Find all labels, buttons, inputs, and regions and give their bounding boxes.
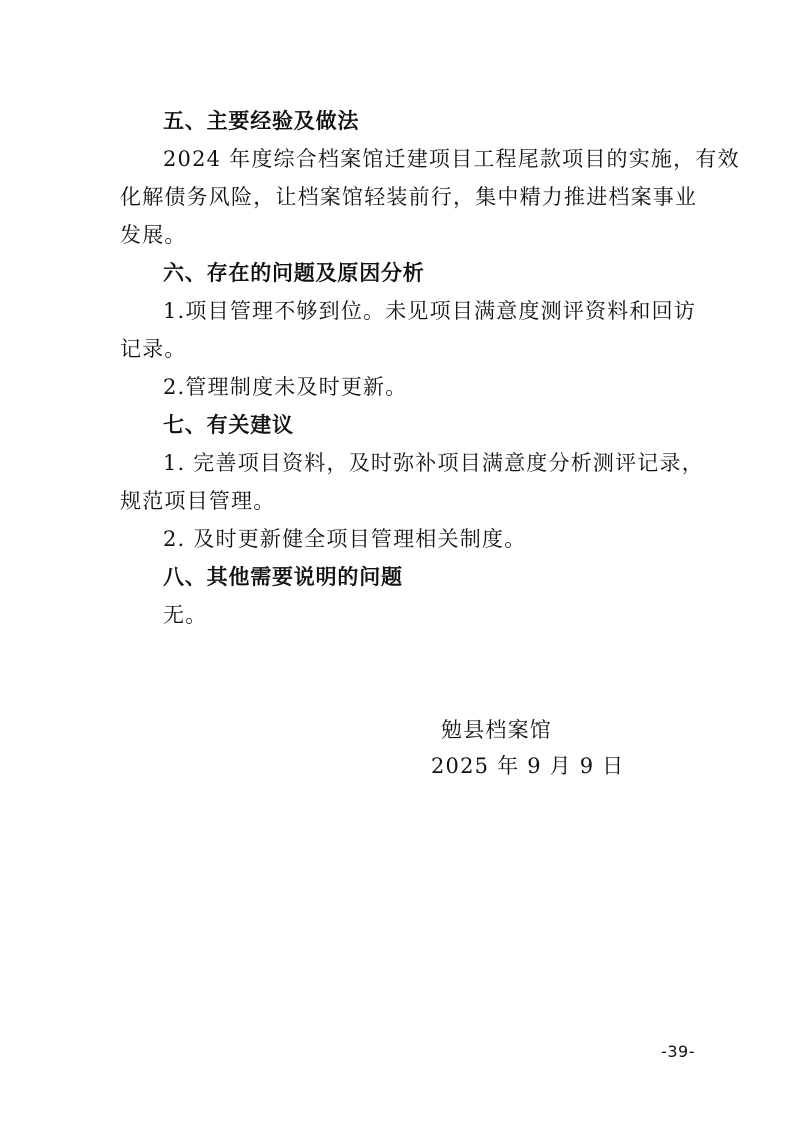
section-heading-8: 八、其他需要说明的问题 bbox=[163, 565, 403, 589]
section-heading-6: 六、存在的问题及原因分析 bbox=[163, 261, 425, 285]
section-heading-5: 五、主要经验及做法 bbox=[163, 109, 360, 133]
section-6-line-2: 记录。 bbox=[120, 337, 187, 361]
section-heading-7: 七、有关建议 bbox=[163, 413, 294, 437]
section-5-line-2: 化解债务风险，让档案馆轻装前行，集中精力推进档案事业 bbox=[120, 185, 698, 209]
signature-organization: 勉县档案馆 bbox=[441, 718, 552, 742]
section-7-line-1: 1. 完善项目资料，及时弥补项目满意度分析测评记录， bbox=[163, 451, 704, 475]
section-5-line-1: 2024 年度综合档案馆迁建项目工程尾款项目的实施，有效 bbox=[163, 147, 740, 171]
section-7-line-2: 规范项目管理。 bbox=[120, 489, 276, 513]
section-5-line-3: 发展。 bbox=[120, 223, 187, 247]
section-6-line-3: 2.管理制度未及时更新。 bbox=[163, 375, 408, 399]
page-number: -39- bbox=[661, 1042, 695, 1061]
section-6-line-1: 1.项目管理不够到位。未见项目满意度测评资料和回访 bbox=[163, 299, 697, 323]
section-7-line-3: 2. 及时更新健全项目管理相关制度。 bbox=[163, 527, 527, 551]
section-8-line-1: 无。 bbox=[163, 603, 208, 627]
signature-date: 2025 年 9 月 9 日 bbox=[431, 754, 625, 778]
